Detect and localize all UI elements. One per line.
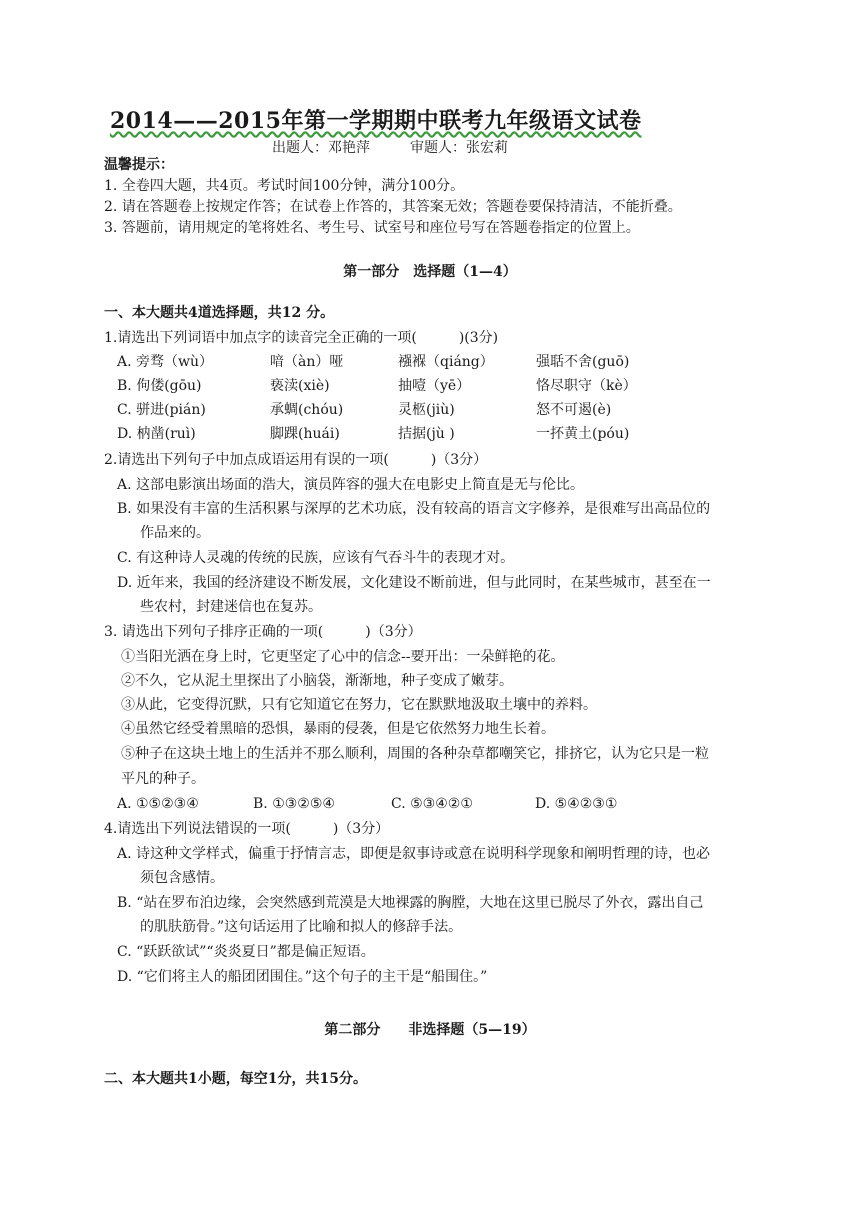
q3-sentence-5: ⑤种子在这块土地上的生活并不那么顺利，周围的各种杂草都嘲笑它，排挤它，认为它只是一粒 (121, 746, 709, 762)
q1-stem: 1.请选出下列词语中加点字的读音完全正确的一项( )(3分) (104, 330, 499, 346)
part1-heading: 第一部分 选择题（1—4） (343, 264, 517, 280)
part1-section-heading: 一、本大题共4道选择题，共12 分。 (104, 305, 335, 321)
setter-label: 出题人：邓艳萍 (272, 140, 370, 156)
q2-option-c: C. 有这种诗人灵魂的传统的民族，应该有气吞斗牛的表现才对。 (117, 550, 515, 566)
q3-option-c: C. ⑤③④②① (391, 796, 473, 812)
q1-c-2: 承蜩(chóu) (270, 402, 344, 418)
q2-option-b: B. 如果没有丰富的生活积累与深厚的艺术功底，没有较高的语言文字修养，是很难写出高品位的 (117, 501, 711, 517)
q1-d-4: 一抔黄土(póu) (536, 426, 630, 442)
q3-sentence-5-cont: 平凡的种子。 (121, 771, 205, 787)
q3-sentence-1: ①当阳光洒在身上时，它更坚定了心中的信念--要开出：一朵鲜艳的花。 (121, 649, 565, 665)
q1-a-1: A. 旁骛（wù） (117, 354, 214, 370)
q1-b-3: 抽噎（yē） (398, 378, 471, 394)
q2-option-d: D. 近年来，我国的经济建设不断发展，文化建设不断前进，但与此同时，在某些城市，甚至在一 (117, 575, 711, 591)
tip-item-1: 1. 全卷四大题，共4页。考试时间100分钟，满分100分。 (104, 178, 465, 194)
q2-option-d-cont: 些农村，封建迷信也在复苏。 (140, 599, 322, 615)
q2-stem: 2.请选出下列句子中加点成语运用有误的一项( )（3分） (104, 452, 488, 468)
reviewer-label: 审题人：张宏莉 (410, 140, 508, 156)
q3-sentence-2: ②不久，它从泥土里探出了小脑袋，渐渐地，种子变成了嫩芽。 (121, 673, 513, 689)
q4-option-a-cont: 须包含感情。 (140, 870, 224, 886)
q1-d-3: 拮据(jù ) (398, 426, 455, 442)
q4-option-a: A. 诗这种文学样式，偏重于抒情言志，即便是叙事诗或意在说明科学现象和阐明哲理的诗，也必 (117, 846, 711, 862)
q2-option-a: A. 这部电影演出场面的浩大，演员阵容的强大在电影史上简直是无与伦比。 (117, 477, 585, 493)
q1-b-4: 恪尽职守（kè） (536, 378, 637, 394)
q1-b-2: 亵渎(xiè) (270, 378, 330, 394)
exam-title (110, 104, 750, 135)
q3-stem: 3. 请选出下列句子排序正确的一项( )（3分） (104, 624, 422, 640)
q1-b-1: B. 佝偻(gōu) (117, 378, 202, 394)
q1-c-3: 灵柩(jiù) (398, 402, 455, 418)
q3-option-b: B. ①③②⑤④ (253, 796, 335, 812)
q4-stem: 4.请选出下列说法错误的一项( )（3分） (104, 821, 390, 837)
q3-option-a: A. ①⑤②③④ (117, 796, 199, 812)
q3-sentence-4: ④虽然它经受着黑暗的恐惧，暴雨的侵袭，但是它依然努力地生长着。 (121, 721, 555, 737)
q3-option-d: D. ⑤④②③① (535, 796, 618, 812)
exam-authors (272, 137, 508, 157)
q3-sentence-3: ③从此，它变得沉默，只有它知道它在努力，它在默默地汲取土壤中的养料。 (121, 697, 597, 713)
tip-item-2: 2. 请在答题卷上按规定作答；在试卷上作答的，其答案无效；答题卷要保持清洁，不能折叠。 (104, 199, 682, 215)
q4-option-b: B. “站在罗布泊边缘，会突然感到荒漠是大地裸露的胸膛，大地在这里已脱尽了外衣，露出自己 (117, 895, 704, 911)
q4-option-c: C. “跃跃欲试”“炎炎夏日”都是偏正短语。 (117, 944, 375, 960)
part2-heading: 第二部分 非选择题（5—19） (324, 1022, 536, 1038)
q1-d-1: D. 枘凿(ruì) (117, 426, 196, 442)
part2-section-heading: 二、本大题共1小题，每空1分，共15分。 (104, 1071, 367, 1087)
q1-c-4: 怒不可遏(è) (536, 402, 612, 418)
q1-c-1: C. 骈进(pián) (117, 402, 206, 418)
q2-option-b-cont: 作品来的。 (140, 525, 210, 541)
tips-heading: 温馨提示： (104, 157, 174, 173)
q1-a-2: 喑（àn）哑 (270, 354, 344, 370)
q1-a-3: 襁褓（qiáng） (398, 354, 494, 370)
tip-item-3: 3. 答题前，请用规定的笔将姓名、考生号、试室号和座位号写在答题卷指定的位置上。 (104, 220, 640, 236)
q4-option-b-cont: 的肌肤筋骨。”这句话运用了比喻和拟人的修辞手法。 (140, 919, 463, 935)
exam-title-text: 2014——2015年第一学期期中联考九年级语文试卷 (110, 108, 642, 134)
q1-a-4: 强聒不舍(guō) (536, 354, 630, 370)
q4-option-d: D. “它们将主人的船团团围住。”这个句子的主干是“船围住。” (117, 969, 488, 985)
q1-d-2: 脚踝(huái) (270, 426, 340, 442)
